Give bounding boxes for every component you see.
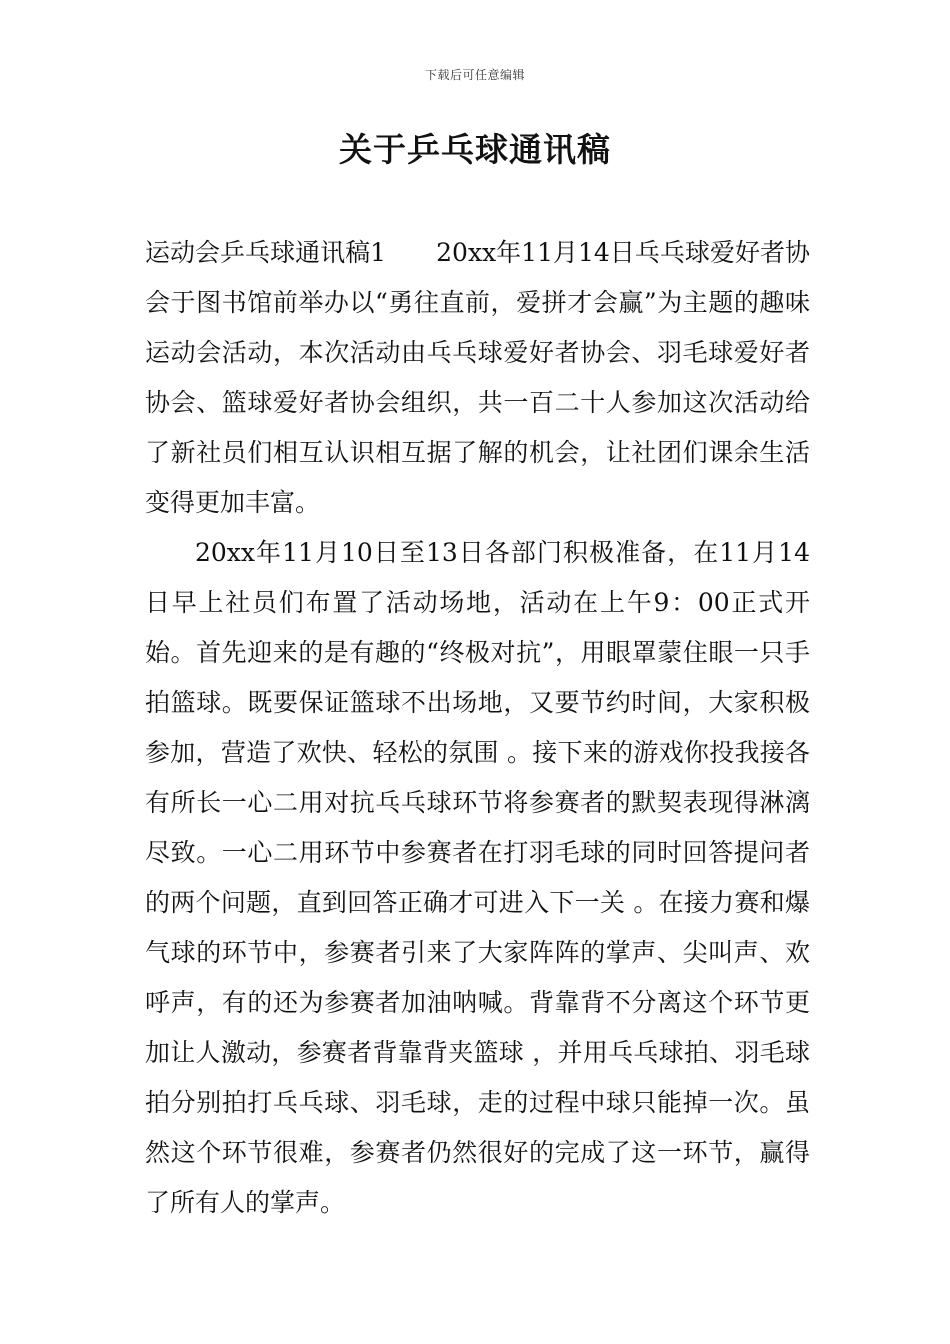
document-body <box>145 228 810 1228</box>
page-title: 关于乒乓球通讯稿 <box>339 130 611 169</box>
paragraph-2: 20xx年11月10日至13日各部门积极准备，在11月14日早上社员们布置了活动场地，活动在上午9：00正式开始。首先迎来的是有趣的“终极对抗”，用眼罩蒙住眼一只手拍篮球。既要保证篮球不出场地，又要节约时间，大家积极参加，营造了欢快、轻松的氛围 。接下来的游戏你投我接各有所长一心二用对抗乓乓球环节将参赛者的默契表现得淋漓尽致。一心二用环节中参赛者在打羽毛球的同时回答提问者的两个问题，直到回答正确才可进入下一关 。在接力赛和爆气球的环节中，参赛者引来了大家阵阵的掌声、尖叫声、欢呼声，有的还为参赛者加油呐喊。背靠背不分离这个环节更加让人激动，参赛者背靠背夹篮球 ，并用乓乓球拍、羽毛球拍分别拍打乓乓球、羽毛球，走的过程中球只能掉一次。虽然这个环节很难，参赛者仍然很好的完成了这一环节，赢得了所有人的掌声。 <box>145 538 810 1217</box>
header-note: 下载后可任意编辑 <box>424 68 525 82</box>
paragraph-1: 运动会乒乓球通讯稿1 20xx年11月14日乓乓球爱好者协会于图书馆前举办以“勇往直前，爱拼才会赢”为主题的趣味运动会活动，本次活动由乓乓球爱好者协会、羽毛球爱好者协会、篮球爱好者协会组织，共一百二十人参加这次活动给了新社员们相互认识相互据了解的机会，让社团们课余生活变得更加丰富。 <box>145 238 810 517</box>
